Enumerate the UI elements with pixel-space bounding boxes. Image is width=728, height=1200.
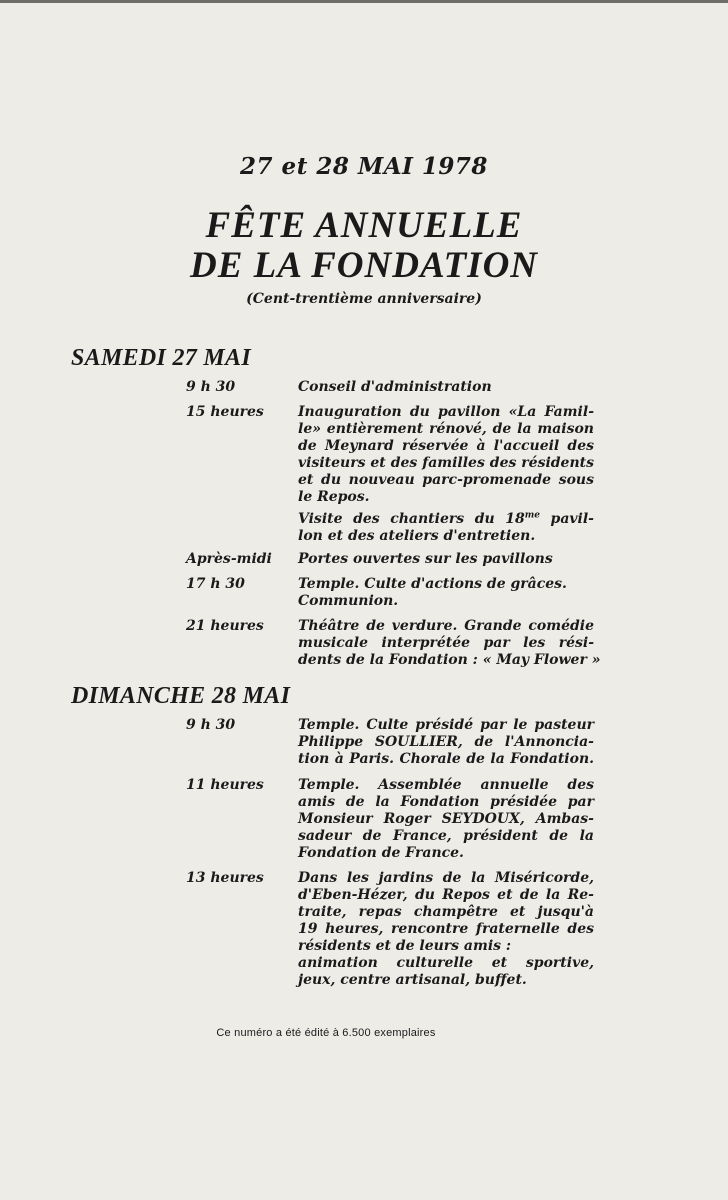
entry-line: dents de la Fondation : « May Flower » xyxy=(298,652,601,668)
entry-line: amis de la Fondation présidée par xyxy=(298,794,594,810)
entry-time: 13 heures xyxy=(186,870,264,886)
entry-time: 15 heures xyxy=(186,404,264,420)
event-date-heading: 27 et 28 MAI 1978 xyxy=(240,153,488,180)
subtitle-anniversary: (Cent-trentième anniversaire) xyxy=(246,291,482,307)
entry-line: Inauguration du pavillon «La Famil- xyxy=(298,404,594,420)
entry-description xyxy=(298,404,594,545)
entry-line: et du nouveau parc-promenade sous xyxy=(298,472,594,488)
ordinal-superscript: me xyxy=(524,510,540,521)
entry-line: Philippe SOULLIER, de l'Annoncia- xyxy=(298,734,594,750)
entry-line: Fondation de France. xyxy=(298,845,464,861)
entry-description xyxy=(298,576,594,610)
entry-time: 17 h 30 xyxy=(186,576,245,592)
main-title xyxy=(0,206,728,286)
entry-line: résidents et de leurs amis : xyxy=(298,938,512,954)
entry-line: lon et des ateliers d'entretien. xyxy=(298,528,536,544)
entry-line: Dans les jardins de la Miséricorde, xyxy=(298,870,594,886)
entry-line: Temple. Culte présidé par le pasteur xyxy=(298,717,594,733)
entry-time: 9 h 30 xyxy=(186,717,236,733)
entry-time: 21 heures xyxy=(186,618,264,634)
entry-line: Conseil d'administration xyxy=(298,379,492,395)
entry-text: pavil- xyxy=(539,511,594,527)
entry-line: d'Eben-Hézer, du Repos et de la Re- xyxy=(298,887,594,903)
entry-description xyxy=(298,551,594,568)
entry-description xyxy=(298,379,594,396)
main-title-line-2: DE LA FONDATION xyxy=(189,245,539,286)
entry-line: Théâtre de verdure. Grande comédie xyxy=(298,618,594,634)
day-heading-sunday: DIMANCHE 28 MAI xyxy=(71,683,291,709)
entry-line: le» entièrement rénové, de la maison xyxy=(298,421,594,437)
entry-description xyxy=(298,870,594,989)
entry-time: 9 h 30 xyxy=(186,379,236,395)
entry-line: tion à Paris. Chorale de la Fondation. xyxy=(298,751,594,767)
entry-line: 19 heures, rencontre fraternelle des xyxy=(298,921,594,937)
entry-time: Après-midi xyxy=(186,551,272,567)
entry-description xyxy=(298,618,601,669)
page-top-edge xyxy=(0,0,728,3)
entry-line: le Repos. xyxy=(298,489,370,505)
main-title-line-1: FÊTE ANNUELLE xyxy=(205,205,523,246)
entry-line: Monsieur Roger SEYDOUX, Ambas- xyxy=(298,811,594,827)
entry-line: de Meynard réservée à l'accueil des xyxy=(298,438,594,454)
entry-line: Portes ouvertes sur les pavillons xyxy=(298,551,553,567)
entry-description xyxy=(298,717,594,768)
entry-line: Temple. Culte d'actions de grâces. xyxy=(298,576,567,592)
entry-line: jeux, centre artisanal, buffet. xyxy=(298,972,527,988)
entry-time: 11 heures xyxy=(186,777,264,793)
entry-line: animation culturelle et sportive, xyxy=(298,955,594,971)
entry-line: musicale interprétée par les rési- xyxy=(298,635,594,651)
entry-line: visiteurs et des familles des résidents xyxy=(298,455,594,471)
entry-line xyxy=(298,511,594,528)
entry-line: Temple. Assemblée annuelle des xyxy=(298,777,594,793)
entry-line: traite, repas champêtre et jusqu'à xyxy=(298,904,594,920)
edition-note: Ce numéro a été édité à 6.500 exemplaires xyxy=(216,1027,436,1039)
entry-description xyxy=(298,777,594,862)
entry-text: Visite des chantiers du 18 xyxy=(298,511,525,527)
day-heading-saturday: SAMEDI 27 MAI xyxy=(71,345,251,371)
entry-line: sadeur de France, président de la xyxy=(298,828,594,844)
entry-line: Communion. xyxy=(298,593,399,609)
